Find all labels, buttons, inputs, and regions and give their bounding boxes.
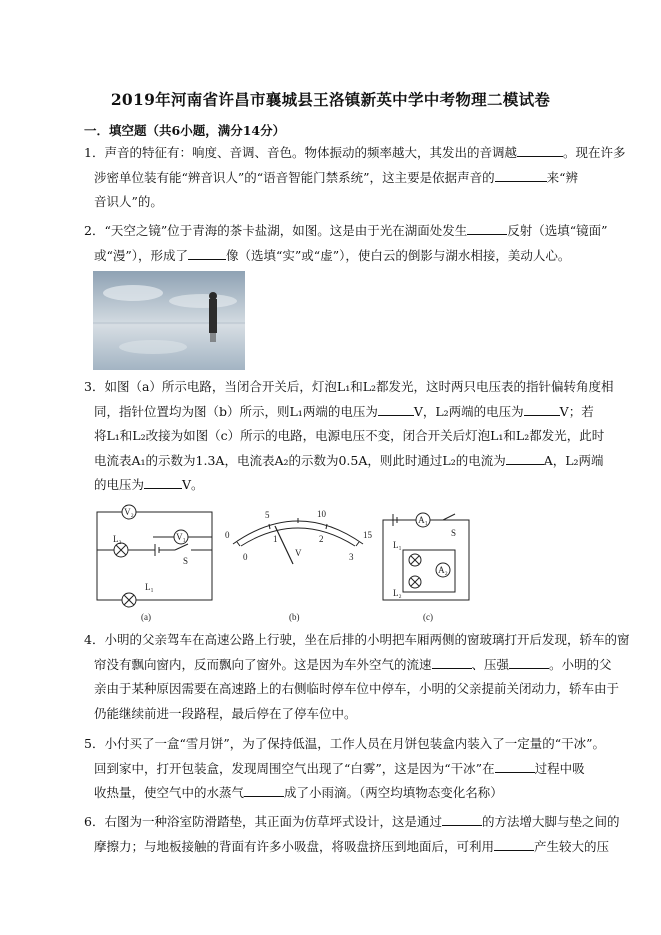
salt-lake-photo <box>93 271 245 370</box>
q5-text: 成了小雨滴。（两空均填物态变化名称） <box>284 785 503 800</box>
section-heading: 一．填空题（共6小题，满分14分） <box>84 123 286 138</box>
q2-text: 2．“天空之镜”位于青海的茶卡盐湖，如图。这是由于光在湖面处发生 <box>84 223 468 238</box>
answer-blank[interactable] <box>442 813 482 826</box>
answer-blank[interactable] <box>378 403 414 416</box>
a2-label: A₂ <box>438 565 448 575</box>
question-6 <box>84 810 620 859</box>
q4-text: 4．小明的父亲驾车在高速公路上行驶，坐在后排的小明把车厢两侧的窗玻璃打开后发现，轿车的窗 <box>84 632 630 647</box>
answer-blank[interactable] <box>509 656 549 669</box>
caption-c: (c) <box>423 612 433 622</box>
l1c-label: L₁ <box>393 540 402 550</box>
tick-bottom-0: 0 <box>243 552 248 562</box>
q1-text: 来“辨 <box>546 169 578 185</box>
q3-text: V，L₂两端的电压为 <box>413 403 524 419</box>
question-2 <box>84 219 608 268</box>
q3-text: 将L₁和L₂改接为如图（c）所示的电路，电源电压不变，闭合开关后灯泡L₁和L₂都发光，此时 <box>94 428 605 443</box>
caption-a: (a) <box>141 612 151 622</box>
question-1 <box>84 141 626 215</box>
q3-text: V；若 <box>559 403 594 419</box>
q4-text: 、压强 <box>471 656 510 672</box>
answer-blank[interactable] <box>494 838 534 851</box>
q3-text: 同，指针位置均为图（b）所示，则L₁两端的电压为 <box>94 403 378 419</box>
q6-text: 摩擦力；与地板接触的背面有许多小吸盘，将吸盘挤压到地面后，可利用 <box>94 838 495 854</box>
q3-text: 的电压为 <box>94 477 145 492</box>
question-3 <box>84 375 614 498</box>
question-5 <box>84 732 606 806</box>
answer-blank[interactable] <box>467 222 507 235</box>
q6-text: 6．右图为一种浴室防滑踏垫，其正面为仿草坪式设计，这是通过 <box>84 814 442 829</box>
caption-b: (b) <box>289 612 300 622</box>
tick-top-10: 10 <box>317 509 326 519</box>
answer-blank[interactable] <box>506 452 544 465</box>
switch-c-label: S <box>451 528 457 538</box>
tick-top-5: 5 <box>265 510 270 520</box>
circuit-diagram-c <box>383 513 469 600</box>
l2-label: L₂ <box>113 534 122 544</box>
answer-blank[interactable] <box>432 656 472 669</box>
q5-text: 收热量，使空气中的水蒸气 <box>94 785 245 800</box>
v2-label: V₂ <box>124 507 134 517</box>
tick-bottom-3: 3 <box>349 552 354 562</box>
q2-text: 或“漫”），形成了 <box>94 247 189 263</box>
q3-text: 电流表A₁的示数为1.3A，电流表A₂的示数为0.5A，则此时通过L₂的电流为 <box>94 452 506 468</box>
q4-text: 仍能继续前进一段路程，最后停在了停车位中。 <box>94 705 357 721</box>
unit-v-label: V <box>295 548 302 558</box>
q6-text: 产生较大的压 <box>534 838 610 854</box>
circuit-diagram-a <box>97 505 212 607</box>
q2-text: 反射（选填“镜面” <box>507 223 608 238</box>
tick-top-15: 15 <box>363 530 372 540</box>
answer-blank[interactable] <box>188 247 226 260</box>
q2-text: 像（选填“实”或“虚”），使白云的倒影与湖水相接，美动人心。 <box>226 247 571 263</box>
answer-blank[interactable] <box>495 760 535 773</box>
q1-text: 。现在许多 <box>562 145 626 160</box>
switch-label: S <box>183 556 189 566</box>
answer-blank[interactable] <box>517 144 563 157</box>
l1-label: L₁ <box>145 582 154 592</box>
q6-text: 的方法增大脚与垫之间的 <box>481 814 620 829</box>
q3-text: V。 <box>182 477 204 492</box>
circuit-figures <box>93 504 477 624</box>
q1-text: 1．声音的特征有：响度、音调、音色。物体振动的频率越大，其发出的音调越 <box>84 145 517 160</box>
q5-text: 过程中吸 <box>534 760 585 776</box>
answer-blank[interactable] <box>524 403 560 416</box>
answer-blank[interactable] <box>495 169 547 182</box>
q3-text: A，L₂两端 <box>543 452 604 468</box>
answer-blank[interactable] <box>144 476 182 489</box>
v1-label: V₁ <box>176 532 186 542</box>
q1-text: 音识人”的。 <box>94 194 163 209</box>
q4-text: 帘没有飘向窗内，反而飘向了窗外。这是因为车外空气的流速 <box>94 656 432 672</box>
answer-blank[interactable] <box>244 784 284 797</box>
q1-text: 涉密单位装有能“辨音识人”的“语音智能门禁系统”，这主要是依据声音的 <box>94 169 495 185</box>
q3-text: 3．如图（a）所示电路，当闭合开关后，灯泡L₁和L₂都发光，这时两只电压表的指针偏转角度相 <box>84 379 614 394</box>
tick-top-0: 0 <box>225 530 230 540</box>
tick-bottom-2: 2 <box>319 534 324 544</box>
l2c-label: L₂ <box>393 588 402 598</box>
a1-label: A₁ <box>418 515 428 525</box>
question-4 <box>84 628 630 726</box>
q4-text: 亲由于某种原因需要在高速路上的右侧临时停车位中停车，小明的父亲提前关闭动力，轿车由于 <box>94 681 620 696</box>
tick-bottom-1: 1 <box>273 534 278 544</box>
q5-text: 5．小付买了一盒“雪月饼”，为了保持低温，工作人员在月饼包装盒内装入了一定量的“干冰”。 <box>84 736 606 751</box>
q5-text: 回到家中，打开包装盒，发现周围空气出现了“白雾”，这是因为“干冰”在 <box>94 760 495 776</box>
q4-text: 。小明的父 <box>549 656 612 672</box>
page-title: 2019年河南省许昌市襄城县王洛镇新英中学中考物理二模试卷 <box>110 90 551 109</box>
